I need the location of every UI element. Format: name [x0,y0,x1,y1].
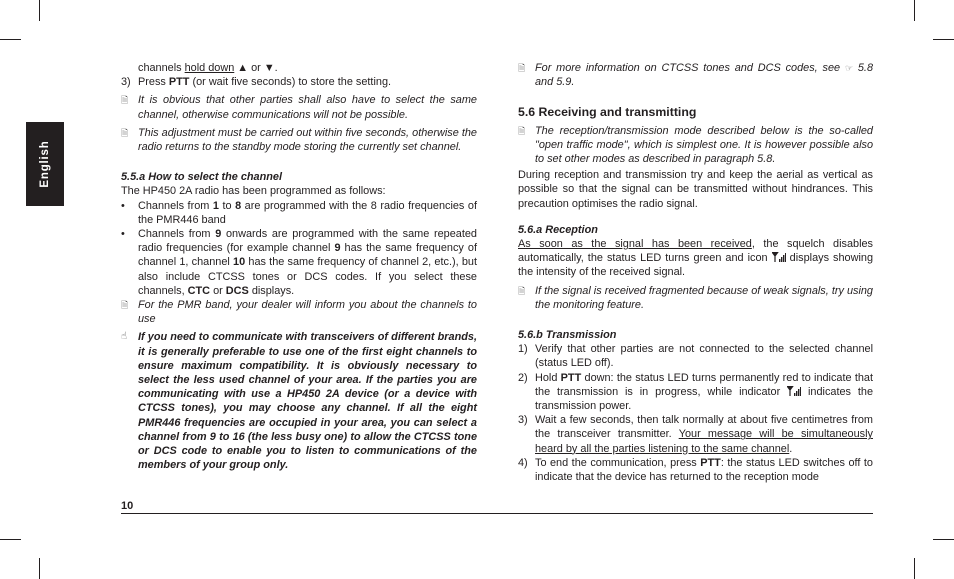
intro-text: The HP450 2A radio has been programmed as follows: [121,185,386,198]
note-paragraph: 🗎 If the signal is received fragmented because of weak signals, try using the monitoring feature. [518,284,873,311]
right-column [518,61,873,484]
step-item: 4) To end the communication, press PTT: the status LED switches off to indicate that the device has returned to the reception mode [518,456,873,484]
note-paragraph: 🗎 For more information on CTCSS tones and DCS codes, see ☞ 5.8 and 5.9. [518,62,873,89]
crop-mark [914,558,915,579]
reference-icon: ☞ [844,63,854,73]
step-continuation: channels hold down ▲ or ▼. [138,62,278,74]
crop-mark [933,39,954,40]
bullet-item: • Channels from 9 onwards are programmed with the same repeated radio frequencies (for example channel 9 has the same frequency of channel 1, channel 10 has the same frequency of channel 2, etc.), but also include CTCSS tones or DCS codes. If you select these channels, CTC or DCS displays. [121,228,477,297]
bullet-item: • Channels from 1 to 8 are programmed with the 8 radio frequencies of the PMR446 band [121,199,477,226]
section-heading: 5.6 Receiving and transmitting [518,105,697,120]
step-item: 2) Hold PTT down: the status LED turns permanently red to indicate that the transmission is in progress, while indicator indicates the transmission power. [518,371,873,413]
note-icon: 🗎 [121,300,129,311]
crop-mark [0,539,21,540]
note-icon: 🗎 [518,125,526,136]
subsection-heading: 5.6.b Transmission [518,329,617,342]
crop-mark [914,0,915,21]
step-3: 3) Press PTT (or wait five seconds) to store the setting. [121,76,392,89]
warning-paragraph: ☝ If you need to communicate with transceivers of different brands, it is generally preferable to use one of the first eight channels to ensure maximum compatibility. It is obviously necessary to select the less used channel of your area. If the parties you are communicating with use a HP450 2A device (or a device with CTCSS tones), you may choose any channel. If all the eight PMR446 frequencies are occupied in your area, you can select a channel from 9 to 16 (the less busy one) to allow the CTCSS tone or DCS code to enable you to listen to communications of the members of your group only. [121,331,477,472]
note-icon: 🗎 [518,63,526,73]
crop-mark [933,539,954,540]
reception-paragraph: As soon as the signal has been received, the squelch disables automatically, the status LED turns green and icon displays showing the intensity of the received signal. [518,238,874,279]
hand-icon: ☝ [121,331,128,343]
signal-strength-icon [772,252,786,262]
language-tab-label: English [39,140,51,188]
left-column [121,61,477,472]
language-tab [26,122,64,206]
note-icon: 🗎 [121,95,129,106]
crop-mark [0,39,21,40]
crop-mark [39,0,40,21]
step-item: 3) Wait a few seconds, then talk normally at about five centimetres from the transceiver transmitter. Your message will be simultaneously heard by all the parties listening to the same channel. [518,414,873,455]
crop-mark [39,558,40,579]
note-icon: 🗎 [518,285,526,296]
note-paragraph: 🗎 For the PMR band, your dealer will inform you about the channels to use [121,299,477,326]
note-paragraph: 🗎 It is obvious that other parties shall also have to select the same channel, otherwise communications will not be possible. [121,94,477,121]
note-paragraph: 🗎 The reception/transmission mode described below is the so-called "open traffic mode", which is simplest one. It is however possible also to set other modes as described in paragraph 5.8. [518,124,873,166]
footer-rule [121,513,873,514]
note-paragraph: 🗎 This adjustment must be carried out within five seconds, otherwise the radio returns to the standby mode storing the currently set channel. [121,126,477,154]
section-heading: 5.5.a How to select the channel [121,171,282,184]
note-icon: 🗎 [121,127,129,138]
body-paragraph: During reception and transmission try and keep the aerial as vertical as possible so that the signal can be transmitted without hindrances. This precaution optimises the radio signal. [518,169,873,210]
signal-strength-icon [787,386,801,396]
subsection-heading: 5.6.a Reception [518,223,598,236]
page-number: 10 [121,500,134,512]
step-item: 1) Verify that other parties are not connected to the selected channel (status LED off). [518,343,873,370]
